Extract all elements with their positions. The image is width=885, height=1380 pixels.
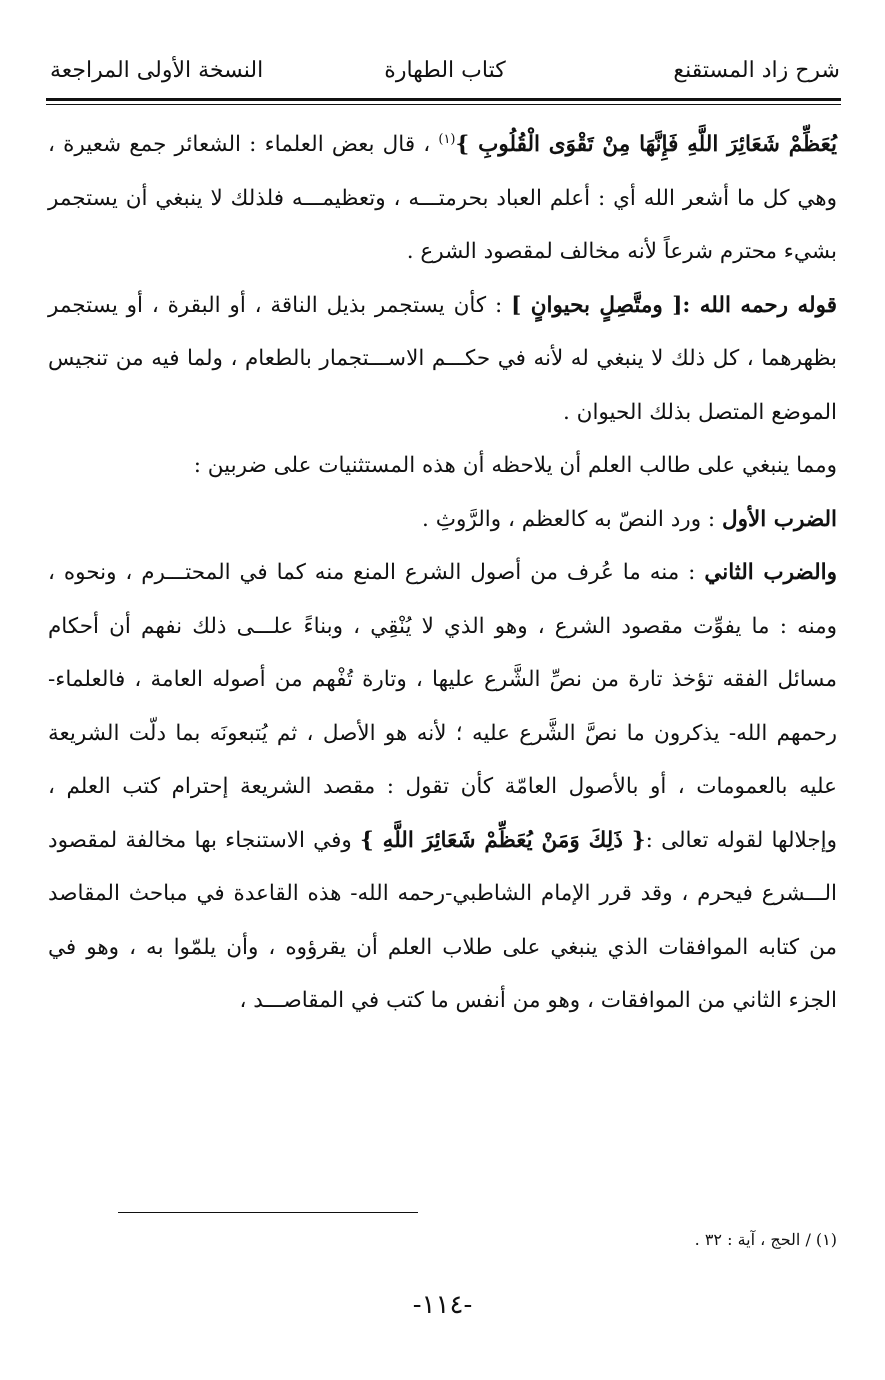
paragraph-text: : ورد النصّ به كالعظم ، والرَّوثِ .	[422, 506, 722, 532]
matn-quote: قوله رحمه الله :[ ومتَّصِلٍ بحيوانٍ ]	[511, 292, 837, 318]
quran-quote: يُعَظِّمْ شَعَائِرَ اللَّهِ فَإِنَّهَا مِنْ تَقْوَى الْقُلُوبِ }	[455, 132, 837, 157]
paragraph-text: : كأن يستجمر بذيل الناقة ، أو البقرة ، أو يستجمر بظهرهما ، كل ذلك لا ينبغي له لأنه في حكـــم الاســـتجمار بالطعام ، ولما فيه من تنجيس الموضع المتصل بذلك الحيوان .	[48, 292, 837, 425]
paragraph-text: ، قال بعض العلماء : الشعائر جمع شعيرة ، وهي كل ما أشعر الله أي : أعلم العباد بحرمتـــه ، وتعظيمـــه فلذلك لا ينبغي أن يستجمر بشيء محترم شرعاً لأنه مخالف لمقصود الشرع .	[48, 132, 837, 264]
page-number: -١١٤-	[412, 1290, 473, 1320]
header-edition: النسخة الأولى المراجعة	[50, 58, 264, 83]
footnote-divider	[118, 1212, 418, 1213]
section-lead: والضرب الثاني	[704, 560, 837, 585]
quran-quote: { ذَلِكَ وَمَنْ يُعَظِّمْ شَعَائِرَ اللَّهِ }	[359, 827, 646, 853]
paragraph-text: : منه ما عُرف من أصول الشرع المنع منه كما في المحتـــرم ، ونحوه ، ومنه : ما يفوِّت مقصود الشرع ، وهو الذي لا يُنْقِي ، وبناءً علـــى ذلك نفهم أن أحكام مسائل الفقه تؤخذ تارة من نصِّ الشَّرع عليها ، وتارة تُفْهم من أصوله العامة ، فالعلماء-رحمهم الله- يذكرون ما نصَّ الشَّرع عليه ؛ لأنه هو الأصل ، ثم يُتبعونَه بما دلّت الشريعة عليه بالعمومات ، أو بالأصول العامّة كأن تقول : مقصد الشريعة إحترام كتب العلم ، وإجلالها لقوله تعالى :	[48, 560, 837, 853]
footnote-ref: (١)	[438, 131, 456, 147]
footnote: (١) / الحج ، آية : ٣٢ .	[694, 1230, 837, 1249]
header-divider-thin	[46, 104, 841, 105]
main-text	[48, 118, 837, 1028]
paragraph-5	[48, 546, 837, 1028]
header-book-title: شرح زاد المستقنع	[673, 58, 840, 83]
paragraph-2	[48, 279, 837, 440]
header-divider-thick	[46, 98, 841, 101]
paragraph-1	[48, 118, 837, 279]
paragraph-4	[48, 493, 837, 547]
paragraph-text: وفي الاستنجاء بها مخالفة لمقصود الـــشرع فيحرم ، وقد قرر الإمام الشاطبي-رحمه الله- هذه القاعدة في مباحث المقاصد من كتابه الموافقات الذي ينبغي على طلاب العلم أن يقرؤوه ، وأن يلمّوا به ، وهو في الجزء الثاني من الموافقات ، وهو من أنفس ما كتب في المقاصـــد ،	[48, 827, 837, 1013]
header-chapter-title: كتاب الطهارة	[384, 58, 506, 83]
section-lead: الضرب الأول	[722, 506, 837, 532]
paragraph-3: ومما ينبغي على طالب العلم أن يلاحظه أن هذه المستثنيات على ضربين :	[193, 453, 837, 478]
page-header	[50, 52, 840, 92]
